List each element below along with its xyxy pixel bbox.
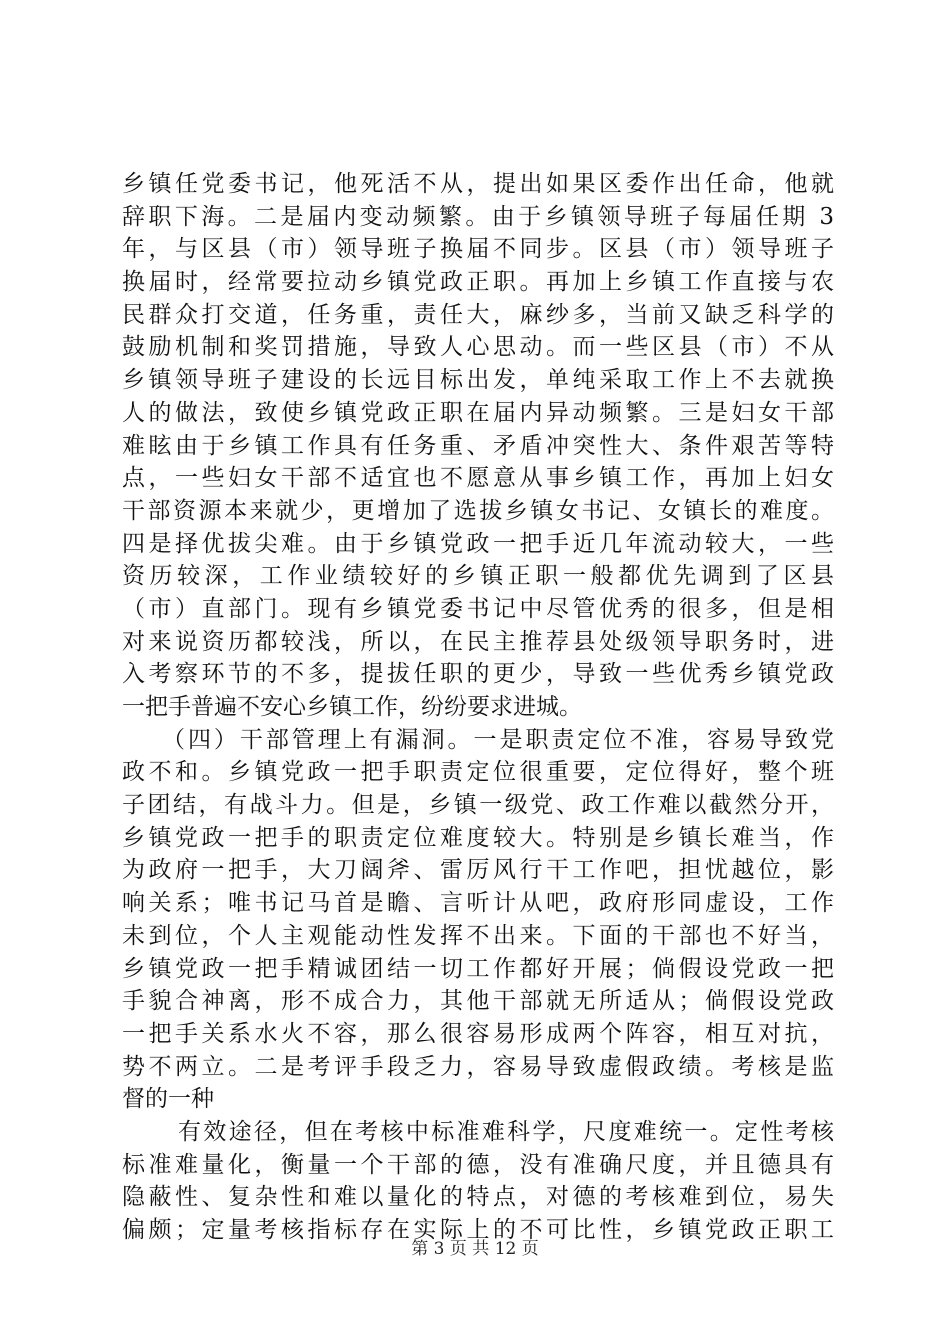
text-line: 乡镇任党委书记，他死活不从，提出如果区委作出任命，他就 (122, 171, 834, 197)
text-line: 鼓励机制和奖罚措施，导致人心思动。而一些区县（市）不从 (122, 334, 834, 361)
text-line: 辞职下海。二是届内变动频繁。由于乡镇领导班子每届任期 3 (122, 203, 834, 230)
text-line: 民群众打交道，任务重，责任大，麻纱多，当前又缺乏科学的 (122, 301, 834, 328)
text-line: 乡镇党政一把手的职责定位难度较大。特别是乡镇长难当，作 (122, 824, 834, 851)
text-line: 势不两立。二是考评手段乏力，容易导致虚假政绩。考核是监 (122, 1053, 834, 1080)
text-line: 子团结，有战斗力。但是，乡镇一级党、政工作难以截然分开， (122, 792, 834, 819)
body-text (122, 168, 834, 1247)
paragraph-start-line: 有效途径，但在考核中标准难科学，尺度难统一。定性考核 (178, 1118, 834, 1145)
page-number: 第 3 页 共 12 页 (411, 1239, 539, 1259)
text-line: 难眩由于乡镇工作具有任务重、矛盾冲突性大、条件艰苦等特 (122, 432, 834, 459)
text-line: 督的一种 (122, 1086, 214, 1113)
text-line: 手貌合神离，形不成合力，其他干部就无所适从；倘假设党政 (122, 988, 834, 1015)
text-line: 点，一些妇女干部不适宜也不愿意从事乡镇工作，再加上妇女 (122, 465, 834, 492)
text-line: 未到位，个人主观能动性发挥不出来。下面的干部也不好当， (122, 922, 834, 949)
text-line: 偏颇；定量考核指标存在实际上的不可比性，乡镇党政正职工 (122, 1217, 834, 1243)
text-line: 隐蔽性、复杂性和难以量化的特点，对德的考核难到位，易失 (122, 1184, 834, 1211)
text-line: 年，与区县（市）领导班子换届不同步。区县（市）领导班子 (122, 236, 834, 263)
text-line: 换届时，经常要拉动乡镇党政正职。再加上乡镇工作直接与农 (122, 269, 834, 296)
text-line: 干部资源本来就少，更增加了选拔乡镇女书记、女镇长的难度。 (122, 497, 834, 524)
text-line: 人的做法，致使乡镇党政正职在届内异动频繁。三是妇女干部 (122, 399, 834, 426)
text-line: 响关系；唯书记马首是瞻、言听计从吧，政府形同虚设，工作 (122, 890, 834, 917)
text-line: 政不和。乡镇党政一把手职责定位很重要，定位得好，整个班 (122, 759, 834, 786)
text-line: 标准难量化，衡量一个干部的德，没有准确尺度，并且德具有 (122, 1151, 834, 1178)
text-line: 资历较深，工作业绩较好的乡镇正职一般都优先调到了区县 (122, 563, 834, 590)
page-footer (0, 1238, 950, 1260)
text-line: 对来说资历都较浅，所以，在民主推荐县处级领导职务时，进 (122, 628, 834, 655)
text-line: 为政府一把手，大刀阔斧、雷厉风行干工作吧，担忧越位，影 (122, 857, 834, 884)
text-line: 入考察环节的不多，提拔任职的更少，导致一些优秀乡镇党政 (122, 661, 834, 688)
text-line: （市）直部门。现有乡镇党委书记中尽管优秀的很多，但是相 (122, 595, 834, 622)
paragraph-heading-line: （四）干部管理上有漏洞。一是职责定位不准，容易导致党 (162, 726, 834, 753)
text-line: 乡镇党政一把手精诚团结一切工作都好开展；倘假设党政一把 (122, 955, 834, 982)
text-line: 乡镇领导班子建设的长远目标出发，单纯采取工作上不去就换 (122, 367, 834, 394)
text-line: 四是择优拔尖难。由于乡镇党政一把手近几年流动较大，一些 (122, 530, 834, 557)
text-line: 一把手关系水火不容，那么很容易形成两个阵容，相互对抗， (122, 1020, 834, 1047)
text-line: 一把手普遍不安心乡镇工作，纷纷要求进城。 (122, 694, 582, 720)
